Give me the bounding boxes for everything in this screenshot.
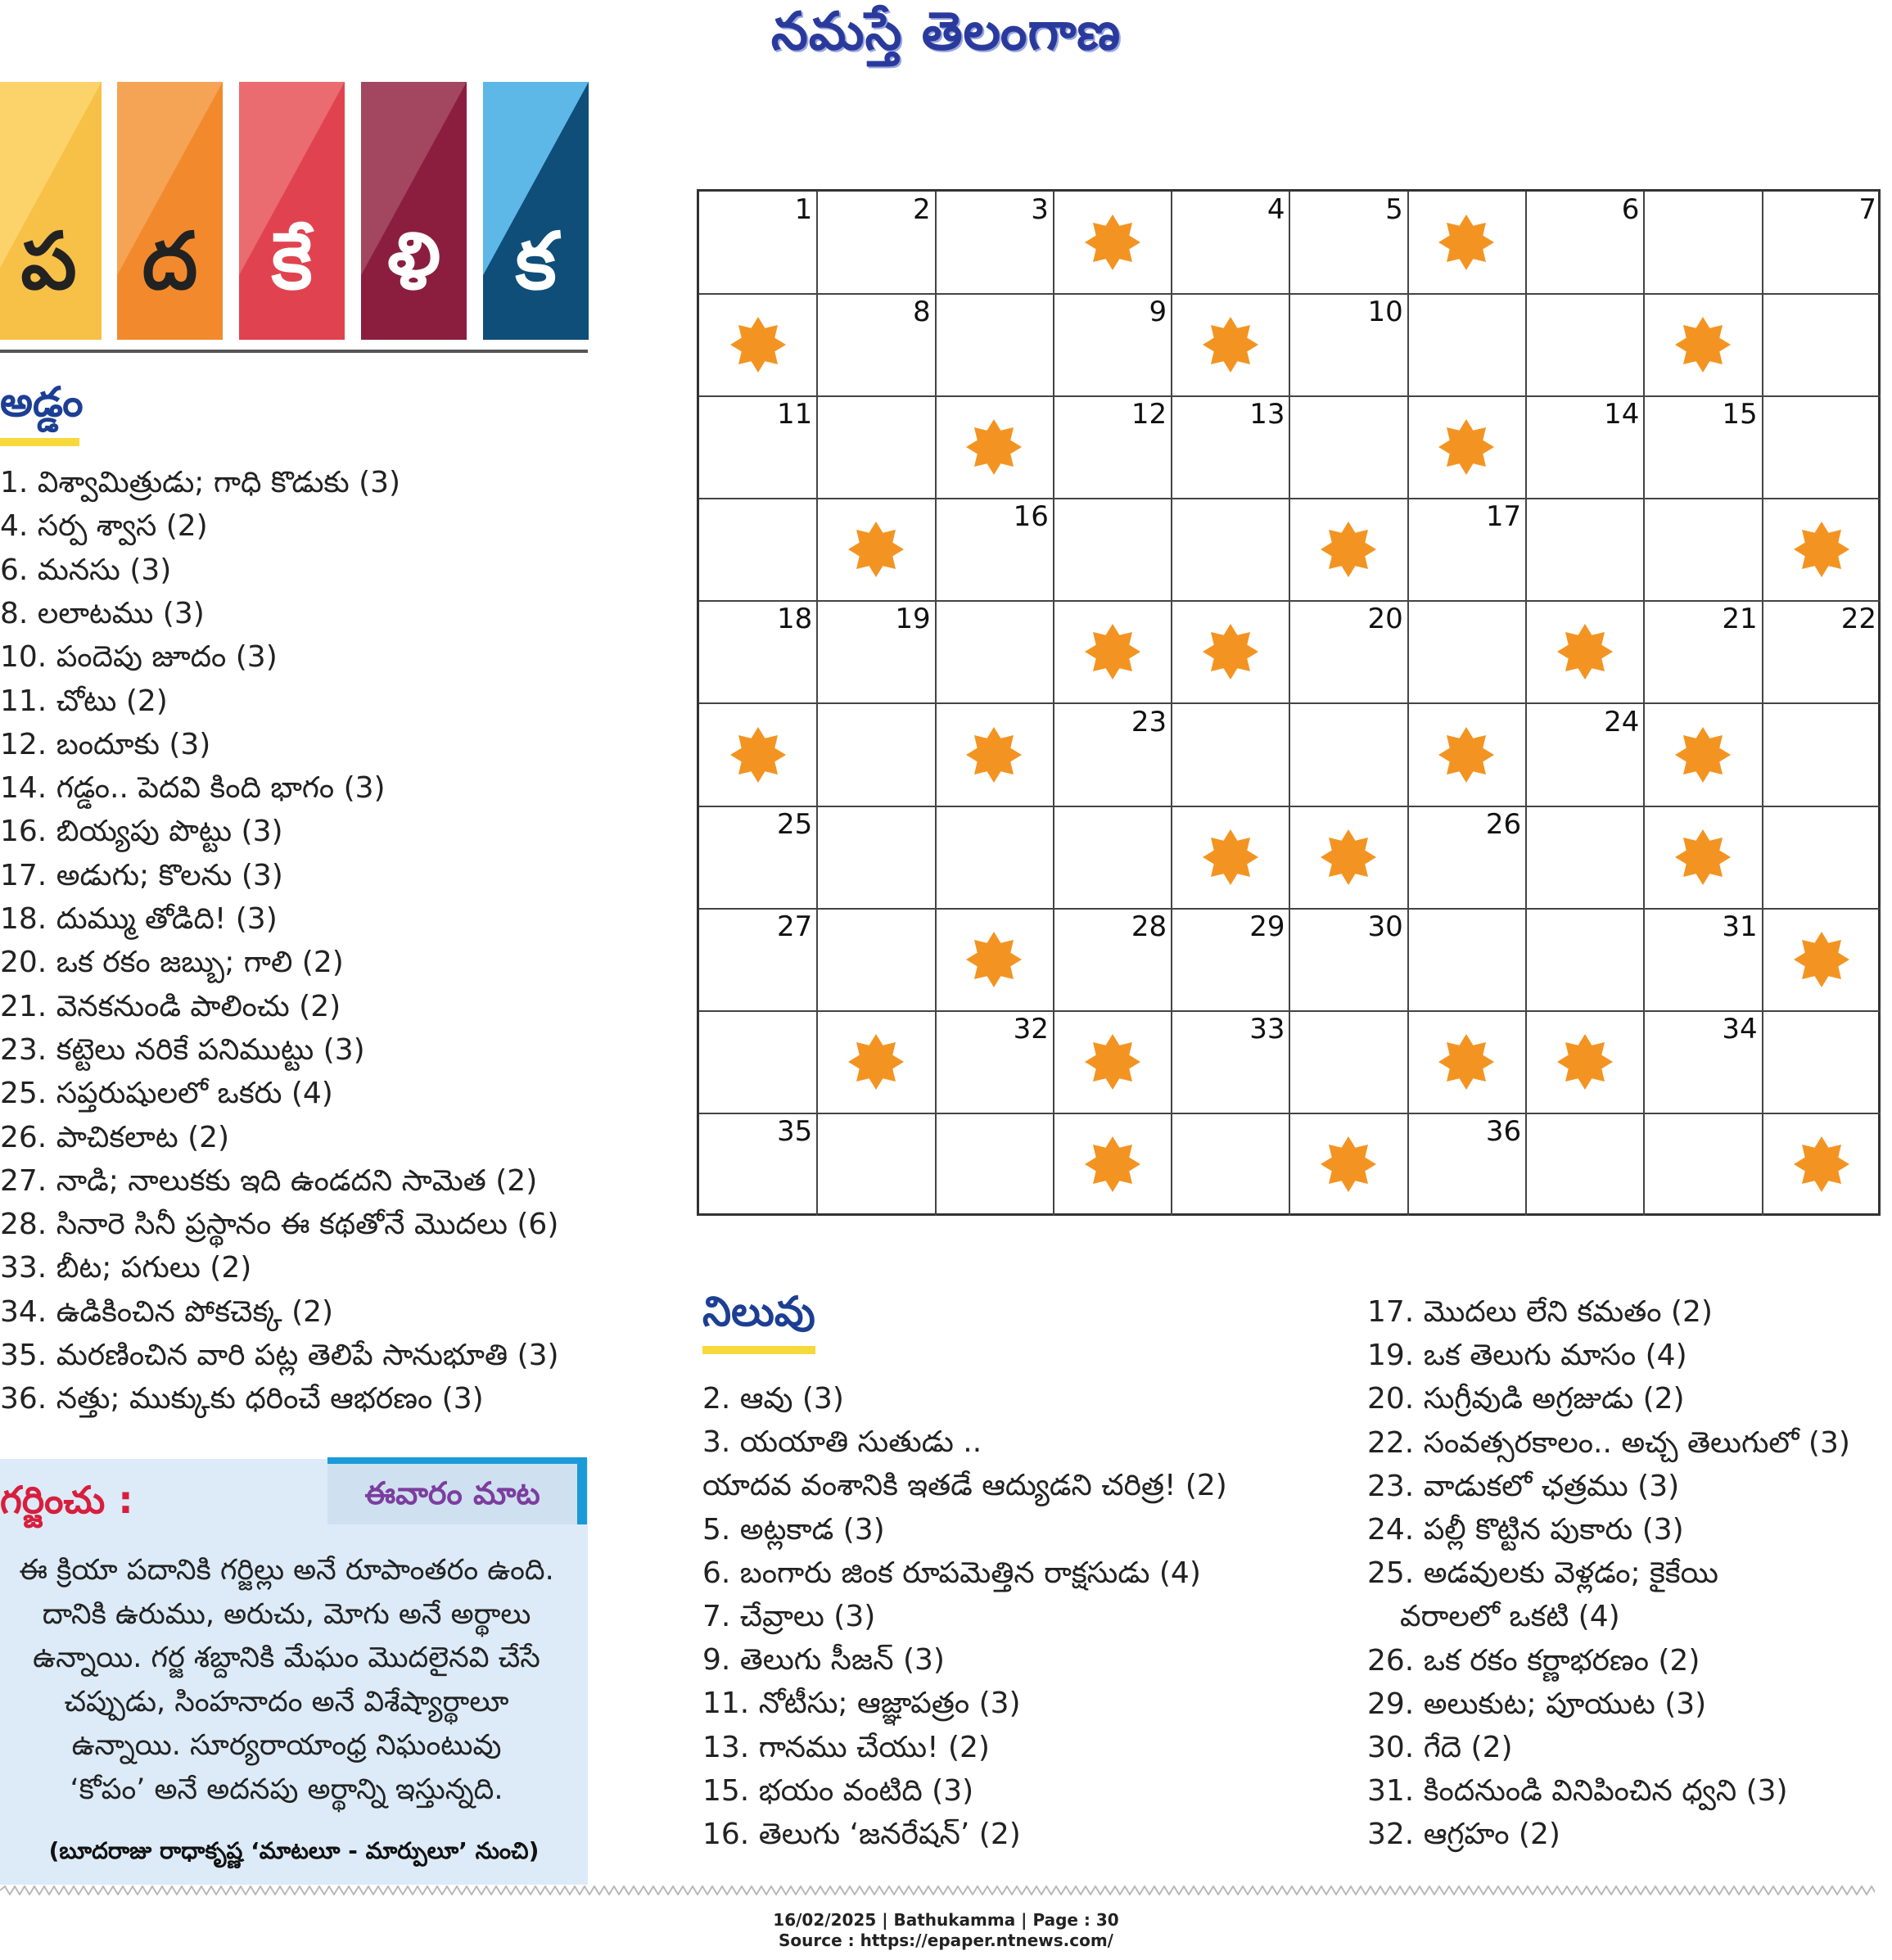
- star-icon: [1320, 1136, 1377, 1193]
- cell-number: 14: [1604, 398, 1640, 431]
- grid-cell[interactable]: [1290, 909, 1409, 1012]
- cell-number: 7: [1858, 193, 1876, 226]
- grid-cell[interactable]: [699, 704, 818, 807]
- grid-cell[interactable]: [936, 396, 1054, 499]
- grid-cell[interactable]: [699, 294, 818, 397]
- grid-cell[interactable]: [699, 396, 818, 499]
- grid-cell[interactable]: [1526, 499, 1645, 602]
- grid-cell[interactable]: [936, 192, 1054, 295]
- star-icon: [1438, 418, 1495, 476]
- title-tile: [361, 82, 467, 340]
- grid-cell[interactable]: [1644, 499, 1763, 602]
- grid-cell[interactable]: [1408, 601, 1527, 704]
- title-tile-letter: కే: [271, 215, 313, 307]
- down-clue: 5. అట్లకాడ (3): [702, 1512, 885, 1547]
- grid-cell[interactable]: [936, 909, 1054, 1012]
- cell-number: 33: [1249, 1012, 1285, 1045]
- grid-cell[interactable]: [1290, 704, 1409, 807]
- across-clue: 11. చోటు (2): [0, 684, 168, 718]
- across-clue: 36. నత్తు; ముక్కుకు ధరించే ఆభరణం (3): [0, 1382, 484, 1416]
- grid-cell[interactable]: [1644, 294, 1763, 397]
- grid-cell[interactable]: [817, 396, 936, 499]
- down-clue: 32. ఆగ్రహం (2): [1367, 1818, 1560, 1852]
- star-icon: [1793, 931, 1850, 988]
- down-clue: 22. సంవత్సరకాలం.. అచ్చ తెలుగులో (3): [1367, 1425, 1850, 1460]
- title-tile-letter: ళి: [387, 215, 440, 307]
- grid-cell[interactable]: [1526, 704, 1645, 807]
- cell-number: 3: [1031, 193, 1049, 226]
- crossword-grid: [697, 189, 1881, 1216]
- grid-cell[interactable]: [1526, 396, 1645, 499]
- across-clue: 14. గడ్డం.. పెదవి కింది భాగం (3): [0, 771, 386, 806]
- grid-cell[interactable]: [1054, 601, 1172, 704]
- down-heading: నిలువు: [702, 1288, 815, 1335]
- title-tile-letter: ప: [20, 215, 77, 307]
- grid-cell[interactable]: [1644, 396, 1763, 499]
- word-of-week-label: [327, 1457, 587, 1524]
- grid-cell[interactable]: [1054, 806, 1172, 910]
- grid-cell[interactable]: [1763, 294, 1881, 397]
- across-clue: 16. బియ్యపు పొట్టు (3): [0, 815, 283, 849]
- across-clue: 8. లలాటము (3): [0, 596, 205, 630]
- across-clue: 20. ఒక రకం జబ్బు; గాలి (2): [0, 946, 344, 980]
- grid-cell[interactable]: [1172, 704, 1290, 807]
- grid-cell[interactable]: [1172, 1011, 1290, 1114]
- grid-cell[interactable]: [1644, 601, 1763, 704]
- down-clue: 7. చేవ్రాలు (3): [702, 1600, 876, 1633]
- across-clue: 4. సర్ప శ్వాస (2): [0, 509, 208, 544]
- cell-number: 21: [1722, 603, 1758, 636]
- star-icon: [1202, 316, 1259, 373]
- star-icon: [1438, 726, 1495, 784]
- down-underline: [702, 1346, 815, 1354]
- cell-number: 32: [1013, 1012, 1049, 1045]
- star-icon: [1084, 214, 1141, 271]
- across-clue: 6. మనసు (3): [0, 553, 172, 587]
- grid-cell[interactable]: [1644, 806, 1763, 910]
- cell-number: 24: [1604, 705, 1640, 738]
- down-clue: 20. సుగ్రీవుడి అగ్రజుడు (2): [1367, 1382, 1685, 1416]
- cell-number: 18: [777, 603, 813, 636]
- down-clue: 17. మొదలు లేని కమతం (2): [1367, 1295, 1713, 1329]
- word-of-week-source: (బూదరాజు రాధాకృష్ణ ‘మాటలూ - మార్పులూ’ నుంచి): [48, 1837, 540, 1864]
- grid-cell[interactable]: [699, 499, 818, 602]
- grid-cell[interactable]: [1290, 294, 1409, 397]
- down-clue: 2. ఆవు (3): [702, 1382, 844, 1416]
- cell-number: 25: [777, 807, 813, 841]
- grid-cell[interactable]: [817, 1113, 936, 1216]
- star-icon: [1793, 1136, 1850, 1193]
- grid-cell[interactable]: [1526, 806, 1645, 910]
- grid-cell[interactable]: [1408, 1011, 1527, 1114]
- down-clue: 25. అడవులకు వెళ్లడం; కైకేయి: [1367, 1556, 1718, 1591]
- cell-number: 29: [1249, 910, 1285, 943]
- grid-cell[interactable]: [1172, 909, 1290, 1012]
- grid-cell[interactable]: [817, 909, 936, 1012]
- grid-cell[interactable]: [1290, 806, 1409, 910]
- grid-cell[interactable]: [1290, 1113, 1409, 1216]
- grid-cell[interactable]: [817, 1011, 936, 1114]
- grid-cell[interactable]: [936, 1011, 1054, 1114]
- down-clue: 3. యయాతి సుతుడు ..: [702, 1425, 982, 1460]
- grid-cell[interactable]: [1290, 601, 1409, 704]
- grid-cell[interactable]: [1054, 192, 1172, 295]
- cell-number: 8: [912, 296, 931, 329]
- grid-cell[interactable]: [817, 806, 936, 910]
- across-clue: 33. బీట; పగులు (2): [0, 1251, 252, 1285]
- grid-cell[interactable]: [1763, 1011, 1881, 1114]
- down-clue: యాదవ వంశానికి ఇతడే ఆద్యుడని చరిత్ర! (2): [702, 1469, 1227, 1503]
- grid-cell[interactable]: [699, 806, 818, 910]
- title-tile: [117, 82, 223, 340]
- star-icon: [1556, 1033, 1614, 1091]
- star-icon: [1084, 1136, 1141, 1193]
- across-clue: 28. సినారె సినీ ప్రస్థానం ఈ కథతోనే మొదలు (6): [0, 1208, 559, 1242]
- grid-cell[interactable]: [1408, 806, 1527, 910]
- cell-number: 12: [1131, 398, 1167, 431]
- cell-number: 2: [912, 193, 931, 226]
- across-clue: 25. సప్తరుషులలో ఒకరు (4): [0, 1077, 333, 1111]
- star-icon: [1202, 829, 1259, 886]
- cell-number: 20: [1367, 603, 1403, 636]
- star-icon: [965, 931, 1023, 988]
- grid-cell[interactable]: [1408, 909, 1527, 1012]
- cell-number: 28: [1131, 910, 1167, 943]
- title-tiles: [0, 82, 588, 340]
- across-heading: అడ్డం: [0, 378, 84, 426]
- grid-cell[interactable]: [1172, 806, 1290, 910]
- grid-cell[interactable]: [1763, 704, 1881, 807]
- grid-cell[interactable]: [1526, 1113, 1645, 1216]
- grid-cell[interactable]: [1763, 499, 1881, 602]
- star-icon: [847, 521, 905, 578]
- star-icon: [1438, 214, 1495, 271]
- grid-cell[interactable]: [817, 704, 936, 807]
- across-clue: 21. వెనకనుండి పాలించు (2): [0, 989, 341, 1023]
- grid-cell[interactable]: [1290, 192, 1409, 295]
- down-clue: 30. గేదె (2): [1367, 1731, 1513, 1764]
- across-clue: 18. దుమ్ము తోడిది! (3): [0, 902, 278, 936]
- grid-cell[interactable]: [1644, 909, 1763, 1012]
- zigzag-divider: [0, 1885, 1875, 1895]
- cell-number: 1: [794, 193, 813, 226]
- grid-cell[interactable]: [1526, 294, 1645, 397]
- cell-number: 4: [1267, 193, 1285, 226]
- grid-cell[interactable]: [1408, 499, 1527, 602]
- grid-cell[interactable]: [936, 704, 1054, 807]
- cell-number: 31: [1722, 910, 1758, 943]
- cell-number: 26: [1485, 807, 1522, 841]
- grid-cell[interactable]: [1763, 1113, 1881, 1216]
- grid-cell[interactable]: [1054, 909, 1172, 1012]
- cell-number: 35: [777, 1114, 813, 1148]
- down-clue: 31. కిందనుండి వినిపించిన ధ్వని (3): [1367, 1774, 1788, 1809]
- down-clue: 29. అలుకుట; పూయుట (3): [1367, 1687, 1707, 1721]
- cell-number: 13: [1249, 398, 1285, 431]
- across-clue: 35. మరణించిన వారి పట్ల తెలిపే సానుభూతి (3): [0, 1339, 559, 1372]
- star-icon: [1084, 1033, 1141, 1091]
- title-rule: [0, 350, 588, 353]
- grid-cell[interactable]: [699, 1113, 818, 1216]
- grid-cell[interactable]: [1054, 1113, 1172, 1216]
- down-clue: 23. వాడుకలో ఛత్రము (3): [1367, 1469, 1680, 1503]
- cell-number: 15: [1722, 398, 1758, 431]
- grid-cell[interactable]: [1172, 601, 1290, 704]
- across-clue: 23. కట్టెలు నరికే పనిముట్టు (3): [0, 1032, 365, 1067]
- cell-number: 23: [1131, 705, 1167, 738]
- star-icon: [1674, 726, 1732, 784]
- cell-number: 36: [1485, 1114, 1522, 1148]
- grid-cell[interactable]: [1172, 192, 1290, 295]
- cell-number: 22: [1840, 603, 1876, 636]
- grid-cell[interactable]: [936, 601, 1054, 704]
- down-clue: 11. నోటీసు; ఆజ్ఞాపత్రం (3): [702, 1687, 1021, 1721]
- masthead: నమస్తే తెలంగాణ: [770, 2, 1122, 62]
- grid-cell[interactable]: [1054, 294, 1172, 397]
- star-icon: [965, 418, 1023, 476]
- across-clue: 12. బందూకు (3): [0, 727, 211, 761]
- star-icon: [729, 726, 787, 784]
- star-icon: [1438, 1033, 1495, 1091]
- grid-cell[interactable]: [1408, 1113, 1527, 1216]
- down-clue: 24. పల్లీ కొట్టిన పుకారు (3): [1367, 1513, 1684, 1547]
- across-clue: 10. పందెపు జూదం (3): [0, 640, 278, 675]
- down-clue: 13. గానము చేయు! (2): [702, 1730, 990, 1764]
- star-icon: [1320, 521, 1377, 578]
- grid-cell[interactable]: [1290, 396, 1409, 499]
- grid-cell[interactable]: [1763, 601, 1881, 704]
- grid-cell[interactable]: [1408, 396, 1527, 499]
- word-of-week-line: ఈ క్రియా పదానికి గర్జిల్లు అనే రూపాంతరం ఉంది.: [19, 1554, 554, 1587]
- title-tile: [0, 82, 102, 340]
- grid-cell[interactable]: [1763, 396, 1881, 499]
- grid-cell[interactable]: [1763, 909, 1881, 1012]
- cell-number: 16: [1013, 500, 1049, 534]
- grid-cell[interactable]: [699, 909, 818, 1012]
- word-of-week-line: ఉన్నాయి. గర్జ శబ్దానికి మేఘం మొదలైనవి చేసే: [33, 1642, 540, 1674]
- cell-number: 5: [1385, 193, 1403, 226]
- grid-cell[interactable]: [1290, 499, 1409, 602]
- star-icon: [1793, 521, 1850, 578]
- cell-number: 9: [1149, 296, 1167, 329]
- cell-number: 19: [895, 603, 931, 636]
- grid-cell[interactable]: [817, 601, 936, 704]
- across-clue: 26. పాచికలాట (2): [0, 1120, 230, 1154]
- cell-number: 6: [1621, 193, 1640, 226]
- grid-cell[interactable]: [1290, 1011, 1409, 1114]
- grid-cell[interactable]: [699, 601, 818, 704]
- down-clue: 9. తెలుగు సీజన్ (3): [702, 1643, 945, 1678]
- title-tile: [239, 82, 345, 340]
- cell-number: 11: [777, 398, 813, 431]
- grid-cell[interactable]: [1054, 704, 1172, 807]
- word-of-week-line: దానికి ఉరుము, అరుచు, మోగు అనే అర్థాలు: [42, 1597, 531, 1631]
- grid-cell[interactable]: [1172, 294, 1290, 397]
- grid-cell[interactable]: [1644, 1113, 1763, 1216]
- word-of-week-line: ఉన్నాయి. సూర్యరాయాంధ్ర నిఘంటువు: [71, 1729, 502, 1762]
- star-icon: [847, 1033, 905, 1091]
- footer-date-line: 16/02/2025 | Bathukamma | Page : 30: [773, 1910, 1119, 1930]
- grid-cell[interactable]: [1172, 1113, 1290, 1216]
- star-icon: [1202, 623, 1259, 680]
- grid-cell[interactable]: [936, 499, 1054, 602]
- word-of-week-line: ‘కోపం’ అనే అదనపు అర్థాన్ని ఇస్తున్నది.: [70, 1773, 503, 1806]
- title-tile: [483, 82, 589, 340]
- grid-cell[interactable]: [817, 499, 936, 602]
- down-clue: వరాలలో ఒకటి (4): [1400, 1600, 1620, 1634]
- cell-number: 30: [1367, 910, 1403, 943]
- title-tile-letter: ద: [142, 215, 198, 307]
- grid-cell[interactable]: [699, 192, 818, 295]
- grid-cell[interactable]: [1644, 192, 1763, 295]
- star-icon: [965, 726, 1023, 784]
- cell-number: 27: [777, 910, 813, 943]
- word-of-week-line: చప్పుడు, సింహనాదం అనే విశేష్యార్థాలూ: [64, 1685, 509, 1718]
- grid-cell[interactable]: [1408, 294, 1527, 397]
- star-icon: [1320, 829, 1377, 886]
- across-underline: [0, 438, 79, 446]
- grid-cell[interactable]: [1763, 806, 1881, 910]
- grid-cell[interactable]: [817, 294, 936, 397]
- star-icon: [1674, 316, 1732, 373]
- cell-number: 10: [1367, 296, 1403, 329]
- grid-cell[interactable]: [699, 1011, 818, 1114]
- grid-cell[interactable]: [1054, 396, 1172, 499]
- grid-cell[interactable]: [1763, 192, 1881, 295]
- grid-cell[interactable]: [1054, 499, 1172, 602]
- grid-cell[interactable]: [1526, 1011, 1645, 1114]
- star-icon: [1084, 623, 1141, 680]
- down-clue: 15. భయం వంటిది (3): [702, 1773, 974, 1808]
- star-icon: [729, 316, 787, 373]
- grid-cell[interactable]: [936, 1113, 1054, 1216]
- down-clue: 26. ఒక రకం కర్ణాభరణం (2): [1367, 1643, 1700, 1678]
- cell-number: 34: [1722, 1012, 1758, 1045]
- grid-cell[interactable]: [1054, 1011, 1172, 1114]
- across-clue: 27. నాడి; నాలుకకు ఇది ఉండదని సామెత (2): [0, 1163, 538, 1198]
- grid-cell[interactable]: [1408, 704, 1527, 807]
- star-icon: [1556, 623, 1614, 680]
- star-icon: [1674, 829, 1732, 886]
- grid-cell[interactable]: [1526, 601, 1645, 704]
- grid-cell[interactable]: [1644, 1011, 1763, 1114]
- down-clue: 16. తెలుగు ‘జనరేషన్’ (2): [702, 1818, 1021, 1851]
- grid-cell[interactable]: [936, 294, 1054, 397]
- grid-cell[interactable]: [817, 192, 936, 295]
- down-clue: 19. ఒక తెలుగు మాసం (4): [1367, 1339, 1687, 1373]
- grid-cell[interactable]: [1172, 396, 1290, 499]
- grid-cell[interactable]: [1172, 499, 1290, 602]
- word-of-week-word: గర్జించు :: [0, 1478, 133, 1522]
- across-clue: 34. ఉడికించిన పోకచెక్క (2): [0, 1294, 334, 1329]
- grid-cell[interactable]: [1644, 704, 1763, 807]
- grid-cell[interactable]: [1526, 909, 1645, 1012]
- footer-source-line: Source : https://epaper.ntnews.com/: [779, 1931, 1113, 1950]
- word-of-week-label-text: ఈవారం మాట: [364, 1475, 540, 1511]
- grid-cell[interactable]: [936, 806, 1054, 910]
- cell-number: 17: [1485, 500, 1522, 534]
- grid-cell[interactable]: [1526, 192, 1645, 295]
- across-clue: 1. విశ్వామిత్రుడు; గాధి కొడుకు (3): [0, 466, 401, 499]
- down-clue: 6. బంగారు జింక రూపమెత్తిన రాక్షసుడు (4): [702, 1556, 1201, 1590]
- title-tile-letter: క: [515, 215, 557, 307]
- across-clue: 17. అడుగు; కొలను (3): [0, 858, 283, 892]
- grid-cell[interactable]: [1408, 192, 1527, 295]
